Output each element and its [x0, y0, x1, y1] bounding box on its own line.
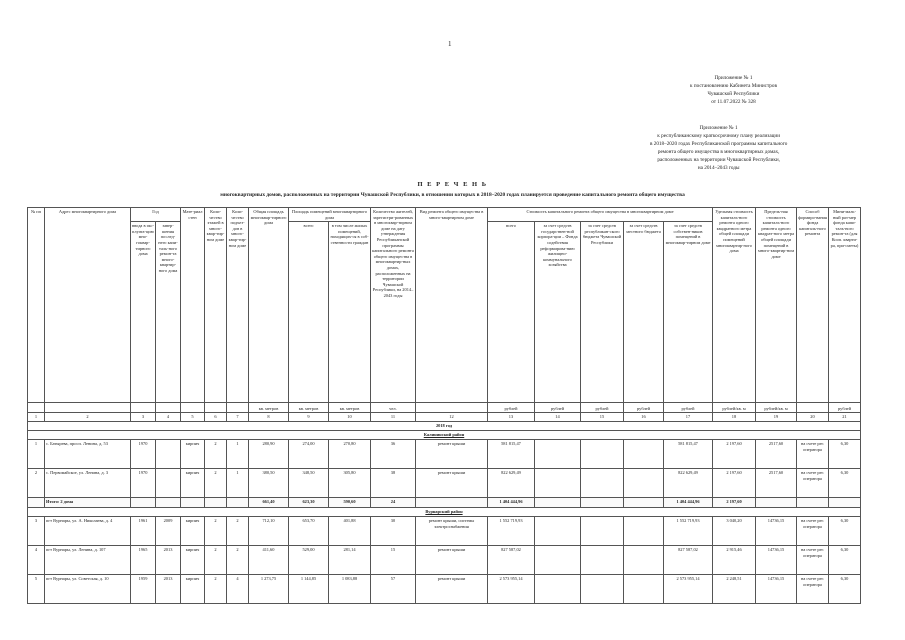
table-cell: с. Батырева, просп. Ленина, д. 53 — [45, 440, 131, 469]
total-cell: 623,30 — [289, 498, 329, 508]
table-cell: 2517,60 — [756, 469, 797, 498]
table-cell: 14736,15 — [756, 575, 797, 604]
district-1-total — [28, 498, 861, 508]
table-cell: кирпич — [181, 469, 205, 498]
table-header-row — [28, 208, 861, 222]
header-cell: Мини-маль-ный раз-мер фонда капи-таль-ного ремон-та (для Кооп. кварти-ра, при-сметы) — [829, 208, 861, 403]
table-cell: 274,00 — [289, 440, 329, 469]
table-cell: на счете рег. оператора — [797, 517, 829, 546]
table-cell: 14736,15 — [756, 546, 797, 575]
table-cell: 529,00 — [289, 546, 329, 575]
table-cell — [624, 517, 664, 546]
table-cell: 281,14 — [329, 546, 371, 575]
table-cell: ремонт крыши — [416, 546, 488, 575]
table-cell — [535, 440, 581, 469]
appendix-line: на 2014–2043 годы — [697, 165, 740, 172]
header-cell: Стоимость капитального ремонта общего имущества в многоквартирном доме — [488, 208, 713, 222]
table-cell: ремонт крыши — [416, 575, 488, 604]
table-cell: 6,30 — [829, 546, 861, 575]
table-cell: 2013 — [156, 546, 181, 575]
column-numbers-group — [28, 413, 861, 422]
table-cell: 6,30 — [829, 575, 861, 604]
total-cell — [28, 498, 45, 508]
table-cell: пгт Вурнары, ул. Ленина, д. 107 — [45, 546, 131, 575]
unit-cell: рублей/кв. м — [756, 403, 797, 413]
unit-cell: рублей — [535, 403, 581, 413]
table-cell: 1959 — [131, 575, 156, 604]
appendix-line: в 2018–2020 годах Республиканской программы капитального — [650, 141, 788, 148]
table-cell: ремонт крыши — [416, 469, 488, 498]
appendix-line: к постановлению Кабинета Министров — [690, 83, 777, 90]
table-cell: ремонт крыши — [416, 440, 488, 469]
total-cell — [205, 498, 227, 508]
unit-cell — [45, 403, 131, 413]
table-cell: 280,90 — [249, 440, 289, 469]
unit-cell: рублей — [488, 403, 535, 413]
appendix-line: Приложение № 1 — [714, 75, 753, 81]
unit-cell — [797, 403, 829, 413]
table-cell: 6,30 — [829, 469, 861, 498]
header-cell: за счет средств собствен-ников помещений в многоквар-тирном доме — [664, 222, 713, 403]
year-row — [28, 422, 861, 431]
table-cell: 1 — [227, 469, 249, 498]
column-number-cell: 13 — [488, 413, 535, 422]
table-row — [28, 440, 861, 469]
table-row — [28, 517, 861, 546]
appendix-line: ремонта общего имущества в многоквартирных домах, — [657, 149, 780, 156]
table-cell: 827 587,02 — [488, 546, 535, 575]
table-cell: 305,80 — [329, 469, 371, 498]
table-cell: кирпич — [181, 440, 205, 469]
header-cell: всего — [488, 222, 535, 403]
header-cell: всего — [289, 222, 329, 403]
table-cell: 1 083,88 — [329, 575, 371, 604]
document-title: П Е Р Е Ч Е Н Ь — [417, 181, 488, 188]
table-cell: 1 552 719,93 — [488, 517, 535, 546]
total-cell — [581, 498, 624, 508]
table-cell: 581 815,47 — [488, 440, 535, 469]
table-cell: 2 — [227, 517, 249, 546]
table-cell: 3 040,20 — [713, 517, 756, 546]
table-cell: 581 815,47 — [664, 440, 713, 469]
table-cell — [156, 440, 181, 469]
table-cell — [535, 517, 581, 546]
column-number-cell: 10 — [329, 413, 371, 422]
units-row — [28, 403, 861, 413]
table-cell: 3 — [28, 517, 45, 546]
total-cell: 1 404 444,96 — [664, 498, 713, 508]
table-cell — [624, 440, 664, 469]
table-cell: 1 — [227, 440, 249, 469]
table-cell: кирпич — [181, 546, 205, 575]
table-cell: 6,30 — [829, 440, 861, 469]
header-cell: ввода в экс-плуата-цию мно-гоквар-тирного дома — [131, 222, 156, 403]
table-cell: 2 573 955,14 — [664, 575, 713, 604]
table-cell: 4 — [28, 546, 45, 575]
column-number-cell: 3 — [131, 413, 156, 422]
district-2-rows — [28, 517, 861, 604]
district-row — [28, 431, 861, 440]
header-cell: Мате-риал стен — [181, 208, 205, 403]
table-cell: 38 — [371, 469, 416, 498]
appendix-line: от 11.07.2022 № 328 — [711, 99, 756, 106]
table-cell: 2 — [205, 440, 227, 469]
table-cell: 2013 — [156, 575, 181, 604]
column-number-cell: 18 — [713, 413, 756, 422]
column-number-cell: 21 — [829, 413, 861, 422]
table-cell: на счете рег. оператора — [797, 469, 829, 498]
total-cell: 661,40 — [249, 498, 289, 508]
table-cell — [624, 469, 664, 498]
unit-cell: рублей — [581, 403, 624, 413]
table-cell: 411,60 — [249, 546, 289, 575]
unit-cell: рублей/кв. м — [713, 403, 756, 413]
header-cell: за счет средств местного бюджета — [624, 222, 664, 403]
table-cell: 2 197,60 — [713, 469, 756, 498]
document-subtitle: многоквартирных домов, расположенных на территории Чувашской Республики, в отношении которых в 2018–2020 годах планируется проведение капитального ремонта общего имущества — [220, 192, 685, 198]
table-cell: 1 144,85 — [289, 575, 329, 604]
table-cell: 2 — [28, 469, 45, 498]
table-cell: 15 — [371, 546, 416, 575]
appendix-line: к республиканскому краткосрочному плану реализации — [657, 133, 780, 140]
column-number-cell: 19 — [756, 413, 797, 422]
table-cell: 14736,15 — [756, 517, 797, 546]
unit-cell: чел. — [371, 403, 416, 413]
header-cell: за счет средств государствен-ной корпора-ции – Фонда содействия реформирова-нию жилищно-коммунального хозяйства — [535, 222, 581, 403]
table-cell — [581, 575, 624, 604]
total-row — [28, 498, 861, 508]
table-cell: 2009 — [156, 517, 181, 546]
district-label: Калининский район — [28, 431, 861, 440]
table-cell: 1 552 719,93 — [664, 517, 713, 546]
column-number-cell: 15 — [581, 413, 624, 422]
table-cell: 1970 — [131, 469, 156, 498]
unit-cell: кв. метров — [329, 403, 371, 413]
header-cell: № пп — [28, 208, 45, 403]
header-cell: Площадь помещений многоквартирного дома — [289, 208, 371, 222]
total-cell — [756, 498, 797, 508]
table-row — [28, 575, 861, 604]
unit-cell: рублей — [664, 403, 713, 413]
unit-cell: кв. метров — [289, 403, 329, 413]
total-cell — [797, 498, 829, 508]
table-row — [28, 469, 861, 498]
column-number-cell: 8 — [249, 413, 289, 422]
table-cell: 6,30 — [829, 517, 861, 546]
buildings-table — [27, 207, 861, 604]
total-cell: 24 — [371, 498, 416, 508]
table-cell: 2 915,46 — [713, 546, 756, 575]
total-cell: 1 404 444,96 — [488, 498, 535, 508]
table-cell: 4 — [227, 575, 249, 604]
appendix-header-2 — [650, 124, 787, 173]
unit-cell — [227, 403, 249, 413]
table-cell: 2 — [205, 546, 227, 575]
total-cell — [131, 498, 156, 508]
column-number-cell: 2 — [45, 413, 131, 422]
district-label: Вурнарский район — [28, 508, 861, 517]
header-cell: в том числе жилых помещений, находящих-ся в соб-ственности граждан — [329, 222, 371, 403]
table-cell: 2 — [227, 546, 249, 575]
table-cell: 2 573 955,14 — [488, 575, 535, 604]
table-cell — [156, 469, 181, 498]
header-cell: Адрес многоквартирного дома — [45, 208, 131, 403]
table-cell: 2 — [205, 517, 227, 546]
table-cell: 57 — [371, 575, 416, 604]
district-1-rows — [28, 440, 861, 498]
table-cell: кирпич — [181, 575, 205, 604]
table-cell: 348,50 — [289, 469, 329, 498]
header-cell: Коли-чество этажей в много-квар-тир-ном доме — [205, 208, 227, 403]
table-cell — [535, 546, 581, 575]
table-cell — [581, 469, 624, 498]
total-cell — [416, 498, 488, 508]
table-cell — [535, 469, 581, 498]
header-cell: Количество жителей, зарегистри-рованных в многоквар-тирном доме на дату утверждения Республиканской программы капитального ремонта общего имущества в многоквартир-ных домах, расположенных на территории Чувашской Республики, на 2014–2043 годы — [371, 208, 416, 403]
units-row-group — [28, 403, 861, 413]
table-cell: 2517,60 — [756, 440, 797, 469]
column-number-cell: 6 — [205, 413, 227, 422]
table-cell: 822 629,49 — [488, 469, 535, 498]
table-cell: 401,88 — [329, 517, 371, 546]
table-cell: кирпич — [181, 517, 205, 546]
table-cell: пгт Вурнары, ул. Советская, д. 10 — [45, 575, 131, 604]
header-cell: Способ формиро-вания фонда капиталь-ного ремонта — [797, 208, 829, 403]
header-cell: Коли-чество подъез-дов в много-квар-тир-ном доме — [227, 208, 249, 403]
table-cell — [581, 517, 624, 546]
unit-cell — [131, 403, 156, 413]
column-number-cell: 9 — [289, 413, 329, 422]
header-cell: Вид ремонта общего имущества в много-квартирном доме — [416, 208, 488, 403]
header-cell: Общая площадь многоквар-тирного дома — [249, 208, 289, 403]
table-cell: 2 248,51 — [713, 575, 756, 604]
column-number-cell: 20 — [797, 413, 829, 422]
unit-cell — [28, 403, 45, 413]
total-cell: Итого: 2 дома — [45, 498, 131, 508]
table-cell — [581, 440, 624, 469]
district-row — [28, 508, 861, 517]
total-cell: 590,60 — [329, 498, 371, 508]
table-cell: ремонт крыши, системы электроснабжения — [416, 517, 488, 546]
table-cell — [535, 575, 581, 604]
nums-row — [28, 413, 861, 422]
total-cell — [535, 498, 581, 508]
unit-cell: рублей — [624, 403, 664, 413]
unit-cell — [416, 403, 488, 413]
page-number: 1 — [448, 40, 452, 48]
unit-cell: кв. метров — [249, 403, 289, 413]
appendix-line: Чувашской Республики — [707, 91, 760, 98]
unit-cell — [181, 403, 205, 413]
column-number-cell: 12 — [416, 413, 488, 422]
table-cell: 822 629,49 — [664, 469, 713, 498]
header-cell: Год — [131, 208, 181, 222]
total-cell — [227, 498, 249, 508]
header-cell: завер-шения послед-него капи-таль-ного ремон-та много-квартир-ного дома — [156, 222, 181, 403]
table-cell: 380,50 — [249, 469, 289, 498]
header-cell: Предель-ная стоимость капиталь-ного ремонта одного квадрат-ного метра общей площади помещений в много-квартир-ном доме — [756, 208, 797, 403]
table-cell: 653,70 — [289, 517, 329, 546]
unit-cell — [156, 403, 181, 413]
table-cell: 2 197,60 — [713, 440, 756, 469]
column-number-cell: 17 — [664, 413, 713, 422]
table-cell: 2 — [205, 575, 227, 604]
column-number-cell: 16 — [624, 413, 664, 422]
total-cell — [829, 498, 861, 508]
unit-cell — [205, 403, 227, 413]
column-number-cell: 11 — [371, 413, 416, 422]
table-cell: 270,80 — [329, 440, 371, 469]
table-cell — [624, 546, 664, 575]
appendix-line: расположенных на территории Чувашской Республики, — [657, 157, 780, 164]
table-row — [28, 546, 861, 575]
header-cell: Удельная стоимость капиталь-ного ремонта одного квадратного метра общей площади помещений многоквартир-ного дома — [713, 208, 756, 403]
table-cell: на счете рег. оператора — [797, 440, 829, 469]
year-label: 2018 год — [28, 422, 861, 431]
appendix-line: Приложение № 1 — [699, 125, 738, 131]
total-cell — [181, 498, 205, 508]
header-cell: за счет средств республикан-ского бюджета Чувашской Республики — [581, 222, 624, 403]
appendix-header-1 — [690, 74, 777, 106]
total-cell: 2 197,60 — [713, 498, 756, 508]
table-cell: с. Первомайское, ул. Ленина, д. 3 — [45, 469, 131, 498]
total-cell — [624, 498, 664, 508]
column-number-cell: 1 — [28, 413, 45, 422]
column-number-cell: 14 — [535, 413, 581, 422]
column-number-cell: 5 — [181, 413, 205, 422]
column-number-cell: 4 — [156, 413, 181, 422]
table-cell: на счете рег. оператора — [797, 546, 829, 575]
table-cell: 2 — [205, 469, 227, 498]
table-cell: 5 — [28, 575, 45, 604]
column-number-cell: 7 — [227, 413, 249, 422]
table-cell: 827 587,02 — [664, 546, 713, 575]
table-cell: 1 273,75 — [249, 575, 289, 604]
table-cell: 1965 — [131, 546, 156, 575]
table-cell: 36 — [371, 440, 416, 469]
unit-cell: рублей — [829, 403, 861, 413]
table-cell: 1961 — [131, 517, 156, 546]
table-cell: на счете рег. оператора — [797, 575, 829, 604]
total-cell — [156, 498, 181, 508]
table-cell: 712,10 — [249, 517, 289, 546]
table-cell: 1970 — [131, 440, 156, 469]
table-cell — [624, 575, 664, 604]
table-cell: пгт Вурнары, ул. А. Николаева, д. 4 — [45, 517, 131, 546]
table-cell: 30 — [371, 517, 416, 546]
table-cell: 1 — [28, 440, 45, 469]
table-cell — [581, 546, 624, 575]
